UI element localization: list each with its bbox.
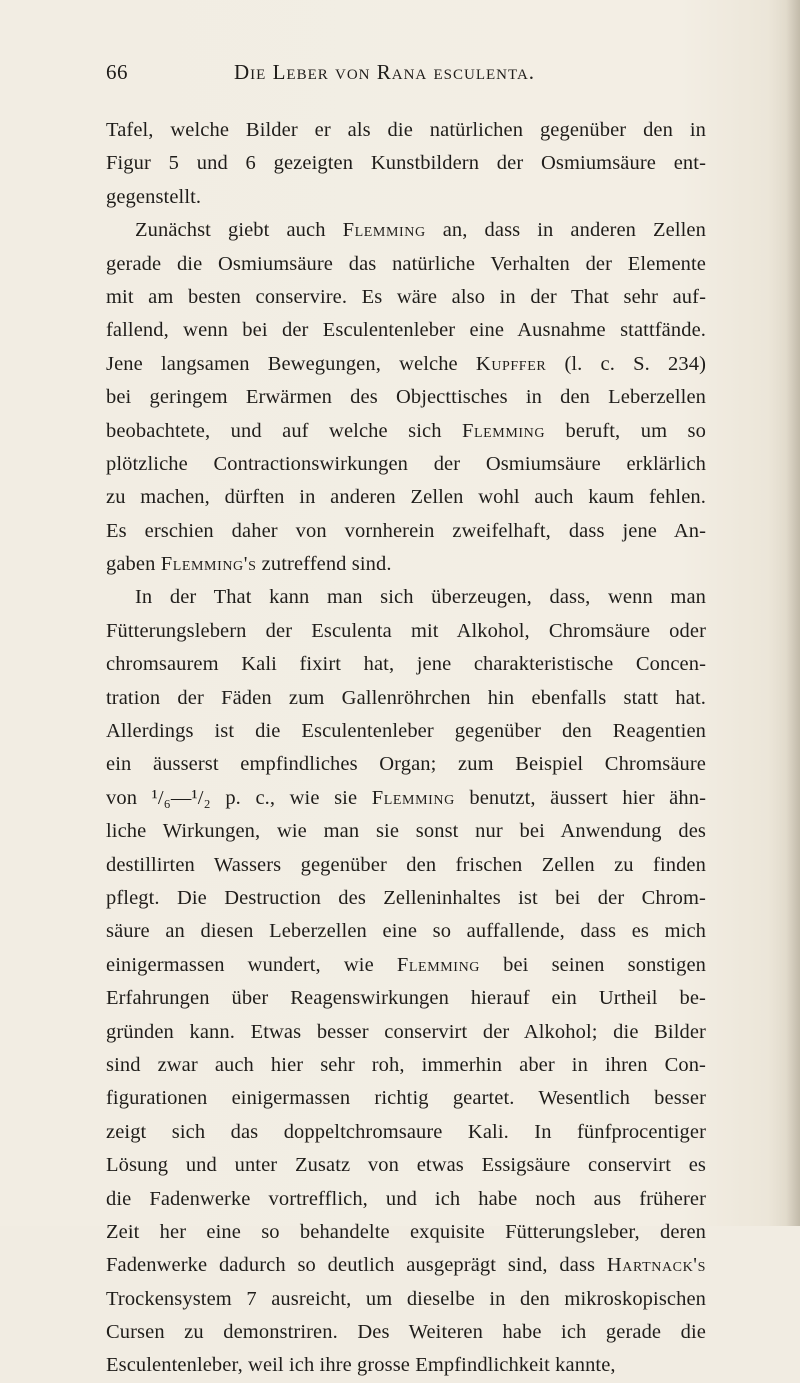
- text-line: [106, 181, 706, 214]
- text-segment: chromsaurem Kali fixirt hat, jene charakteristische Concen-: [106, 653, 706, 676]
- author-name: Hartnack's: [606, 1254, 706, 1277]
- text-segment: Tafel, welche Bilder er als die natürlichen gegenüber den in: [106, 119, 706, 141]
- text-line: [106, 581, 706, 614]
- text-segment: beobachtete, und auf welche sich: [106, 419, 462, 442]
- text-segment: Erfahrungen über Reagenswirkungen hierauf ein Urtheil be-: [106, 987, 706, 1010]
- text-segment: liche Wirkungen, wie man sie sonst nur bei Anwendung des: [106, 820, 706, 843]
- text-segment: beruft, um so: [545, 419, 706, 442]
- text-segment: gerade die Osmiumsäure das natürliche Verhalten der Elemente: [106, 252, 706, 275]
- text-segment: Figur 5 und 6 gezeigten Kunstbildern der Osmiumsäure ent-: [106, 152, 706, 175]
- text-line: [106, 915, 706, 948]
- text-line: [106, 1016, 706, 1049]
- text-line: [106, 982, 706, 1015]
- running-title: Die Leber von Rana esculenta.: [234, 60, 536, 84]
- author-name: Kupffer: [475, 352, 547, 375]
- text-line: [106, 949, 706, 982]
- text-segment: zutreffend sind.: [256, 553, 392, 576]
- text-segment: Zeit her eine so behandelte exquisite Fütterungsleber, deren: [106, 1220, 706, 1243]
- text-line: [106, 882, 706, 915]
- text-segment: Zunächst giebt auch: [135, 219, 343, 242]
- text-segment: säure an diesen Leberzellen eine so auffallende, dass es mich: [106, 920, 706, 943]
- text-segment: figurationen einigermassen richtig geartet. Wesentlich besser: [106, 1087, 706, 1110]
- text-segment: Jene langsamen Bewegungen, welche: [106, 352, 476, 375]
- text-line: [106, 381, 706, 414]
- text-segment: In der That kann man sich überzeugen, dass, wenn man: [135, 586, 706, 609]
- text-segment: tration der Fäden zum Gallenröhrchen hin ebenfalls statt hat.: [106, 686, 706, 709]
- text-segment: gründen kann. Etwas besser conservirt der Alkohol; die Bilder: [106, 1020, 706, 1043]
- text-line: [106, 248, 706, 281]
- text-line: [106, 682, 706, 715]
- text-segment: ein äusserst empfindliches Organ; zum Beispiel Chromsäure: [106, 753, 706, 776]
- text-line: [106, 314, 706, 347]
- text-line: [106, 849, 706, 882]
- text-segment: benutzt, äussert hier ähn-: [454, 786, 706, 809]
- text-line: [106, 815, 706, 848]
- text-segment: plötzliche Contractionswirkungen der Osmiumsäure erklärlich: [106, 452, 706, 475]
- text-segment: von ¹/₆—¹/₂ p. c., wie sie: [106, 786, 372, 809]
- text-segment: (l. c. S. 234): [546, 352, 706, 375]
- text-segment: destillirten Wassers gegenüber den frischen Zellen zu finden: [106, 853, 706, 876]
- author-name: Flemming: [461, 419, 546, 442]
- text-line: [106, 1283, 706, 1316]
- body-text: [106, 114, 706, 1383]
- text-segment: sind zwar auch hier sehr roh, immerhin aber in ihren Con-: [106, 1053, 706, 1076]
- text-line: [106, 548, 706, 581]
- text-segment: Esculentenleber, weil ich ihre grosse Empfindlichkeit kannte,: [106, 1354, 616, 1377]
- text-segment: Fadenwerke dadurch so deutlich ausgeprägt sind, dass: [106, 1254, 607, 1277]
- text-segment: Trockensystem 7 ausreicht, um dieselbe in den mikroskopischen: [106, 1287, 706, 1310]
- text-segment: fallend, wenn bei der Esculentenleber eine Ausnahme stattfände.: [106, 319, 706, 342]
- text-line: [106, 782, 706, 815]
- text-segment: zu machen, dürften in anderen Zellen wohl auch kaum fehlen.: [106, 486, 706, 509]
- text-segment: Allerdings ist die Esculentenleber gegenüber den Reagentien: [106, 720, 706, 743]
- text-segment: an, dass in anderen Zellen: [425, 219, 706, 242]
- text-segment: Cursen zu demonstriren. Des Weiteren habe ich gerade die: [106, 1321, 706, 1344]
- text-segment: pflegt. Die Destruction des Zelleninhaltes ist bei der Chrom-: [106, 886, 706, 909]
- text-line: [106, 114, 706, 147]
- author-name: Flemming: [371, 786, 455, 809]
- text-line: [106, 448, 706, 481]
- text-line: [106, 214, 706, 247]
- text-line: [106, 147, 706, 180]
- text-line: [106, 615, 706, 648]
- text-line: [106, 415, 706, 448]
- text-segment: Es erschien daher von vornherein zweifelhaft, dass jene An-: [106, 519, 706, 542]
- text-line: [106, 1082, 706, 1115]
- text-line: [106, 715, 706, 748]
- text-line: [106, 1349, 706, 1382]
- text-line: [106, 748, 706, 781]
- text-segment: bei geringem Erwärmen des Objecttisches in den Leberzellen: [106, 386, 706, 409]
- page-edge-shadow: [786, 0, 800, 1226]
- text-segment: bei seinen sonstigen: [480, 953, 706, 976]
- text-line: [106, 648, 706, 681]
- text-segment: gaben: [106, 553, 161, 576]
- text-line: [106, 281, 706, 314]
- text-line: [106, 1216, 706, 1249]
- author-name: Flemming: [396, 953, 480, 976]
- text-line: [106, 1316, 706, 1349]
- page-number: 66: [106, 60, 128, 84]
- running-header: [0, 60, 800, 90]
- author-name: Flemming: [342, 219, 426, 242]
- text-segment: Lösung und unter Zusatz von etwas Essigsäure conservirt es: [106, 1154, 706, 1177]
- author-name: Flemming's: [160, 553, 257, 576]
- text-segment: die Fadenwerke vortrefflich, und ich habe noch aus früherer: [106, 1187, 706, 1210]
- text-line: [106, 515, 706, 548]
- text-line: [106, 1183, 706, 1216]
- text-segment: zeigt sich das doppeltchromsaure Kali. In fünfprocentiger: [106, 1120, 706, 1143]
- text-segment: Fütterungslebern der Esculenta mit Alkohol, Chromsäure oder: [106, 619, 706, 642]
- text-line: [106, 481, 706, 514]
- text-segment: gegenstellt.: [106, 185, 202, 208]
- text-segment: mit am besten conservire. Es wäre also in der That sehr auf-: [106, 285, 706, 308]
- text-line: [106, 1249, 706, 1282]
- text-line: [106, 1149, 706, 1182]
- text-line: [106, 348, 706, 381]
- text-line: [106, 1049, 706, 1082]
- text-line: [106, 1116, 706, 1149]
- text-segment: einigermassen wundert, wie: [106, 953, 397, 976]
